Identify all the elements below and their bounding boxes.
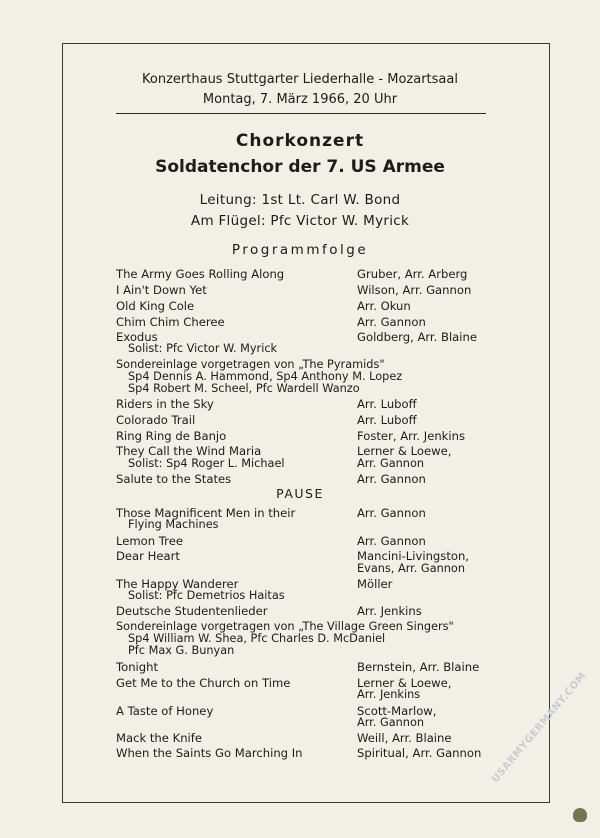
- program-row: [116, 397, 500, 411]
- composer: Arr. Luboff: [357, 397, 417, 411]
- composer: Arr. Jenkins: [357, 604, 422, 618]
- piece-title: Salute to the States: [116, 472, 232, 486]
- soloist-note: Solist: Pfc Victor W. Myrick: [128, 342, 278, 355]
- venue-header: [0, 70, 600, 110]
- composer-continued: Evans, Arr. Gannon: [357, 562, 466, 575]
- program-row: [116, 413, 500, 427]
- program-row: [116, 444, 500, 458]
- composer: Weill, Arr. Blaine: [357, 731, 452, 745]
- performers-note: Sp4 Robert M. Scheel, Pfc Wardell Wanzo: [128, 382, 360, 395]
- header-divider: [116, 113, 486, 114]
- soloist-note: Solist: Sp4 Roger L. Michael: [128, 457, 285, 470]
- program-row: [116, 676, 500, 690]
- venue-name: Konzerthaus Stuttgarter Liederhalle - Mozartsaal: [142, 72, 458, 87]
- composer: Bernstein, Arr. Blaine: [357, 660, 480, 674]
- piece-title: A Taste of Honey: [116, 704, 214, 718]
- piece-title: Get Me to the Church on Time: [116, 676, 291, 690]
- piece-title: They Call the Wind Maria: [116, 444, 262, 458]
- composer: Arr. Gannon: [357, 472, 426, 486]
- performers-note: Pfc Max G. Bunyan: [128, 644, 235, 657]
- program-row: [116, 534, 500, 548]
- piece-title: The Army Goes Rolling Along: [116, 267, 285, 281]
- watermark-text: USARMYGERMANY.COM: [490, 670, 589, 786]
- composer: Arr. Luboff: [357, 413, 417, 427]
- piece-title: Lemon Tree: [116, 534, 183, 548]
- piece-title: Old King Cole: [116, 299, 195, 313]
- program-heading: Programmfolge: [231, 242, 369, 258]
- composer: Gruber, Arr. Arberg: [357, 267, 468, 281]
- composer: Arr. Okun: [357, 299, 411, 313]
- composer: Wilson, Arr. Gannon: [357, 283, 472, 297]
- piece-title: Those Magnificent Men in their: [116, 506, 296, 520]
- composer: Möller: [357, 577, 393, 591]
- program-row: [116, 704, 500, 718]
- piece-title: Tonight: [116, 660, 159, 674]
- piece-title: The Happy Wanderer: [116, 577, 239, 591]
- composer-continued: Arr. Jenkins: [357, 688, 421, 701]
- program-row: [116, 746, 500, 760]
- piece-title: Chim Chim Cheree: [116, 315, 225, 329]
- composer-continued: Arr. Gannon: [357, 457, 425, 470]
- piece-title: Colorado Trail: [116, 413, 196, 427]
- composer-continued: Arr. Gannon: [357, 716, 425, 729]
- composer: Lerner & Loewe,: [357, 676, 452, 690]
- composer: Mancini-Livingston,: [357, 549, 469, 563]
- special-performance-note: Sondereinlage vorgetragen von „The Village Green Singers": [116, 620, 454, 633]
- piece-title: When the Saints Go Marching In: [116, 746, 303, 760]
- composer: Spiritual, Arr. Gannon: [357, 746, 482, 760]
- program-row: [116, 267, 500, 281]
- program-row: [116, 731, 500, 745]
- pianist-line: Am Flügel: Pfc Victor W. Myrick: [190, 213, 410, 229]
- composer: Arr. Gannon: [357, 506, 426, 520]
- pause-label: PAUSE: [276, 486, 324, 501]
- special-performance-note: Sondereinlage vorgetragen von „The Pyramids": [116, 358, 385, 371]
- composer: Arr. Gannon: [357, 315, 426, 329]
- leadership-block: [0, 190, 600, 232]
- program-row: [116, 472, 500, 486]
- program-row: [116, 549, 500, 563]
- composer: Scott-Marlow,: [357, 704, 437, 718]
- soloist-note: Solist: Pfc Demetrios Haitas: [128, 589, 285, 602]
- performers-note: Sp4 Dennis A. Hammond, Sp4 Anthony M. Lopez: [128, 370, 403, 383]
- performers-note: Sp4 William W. Shea, Pfc Charles D. McDaniel: [128, 632, 386, 645]
- program-row: [116, 604, 500, 618]
- program-row: [116, 660, 500, 674]
- title-continued: Flying Machines: [128, 518, 219, 531]
- piece-title: Exodus: [116, 330, 158, 344]
- shield-icon: [573, 808, 587, 822]
- composer: Lerner & Loewe,: [357, 444, 452, 458]
- composer: Foster, Arr. Jenkins: [357, 429, 465, 443]
- program-row: [116, 429, 500, 443]
- program-row: [116, 299, 500, 313]
- piece-title: Riders in the Sky: [116, 397, 214, 411]
- piece-title: Mack the Knife: [116, 731, 202, 745]
- conductor-line: Leitung: 1st Lt. Carl W. Bond: [199, 192, 401, 208]
- concert-date: Montag, 7. März 1966, 20 Uhr: [202, 92, 398, 107]
- program-row: [116, 283, 500, 297]
- piece-title: Ring Ring de Banjo: [116, 429, 227, 443]
- composer: Goldberg, Arr. Blaine: [357, 330, 477, 344]
- concert-title: Chorkonzert: [235, 131, 365, 151]
- piece-title: Deutsche Studentenlieder: [116, 604, 268, 618]
- piece-title: I Ain't Down Yet: [116, 283, 207, 297]
- piece-title: Dear Heart: [116, 549, 180, 563]
- choir-name: Soldatenchor der 7. US Armee: [155, 157, 445, 177]
- program-row: [116, 315, 500, 329]
- composer: Arr. Gannon: [357, 534, 426, 548]
